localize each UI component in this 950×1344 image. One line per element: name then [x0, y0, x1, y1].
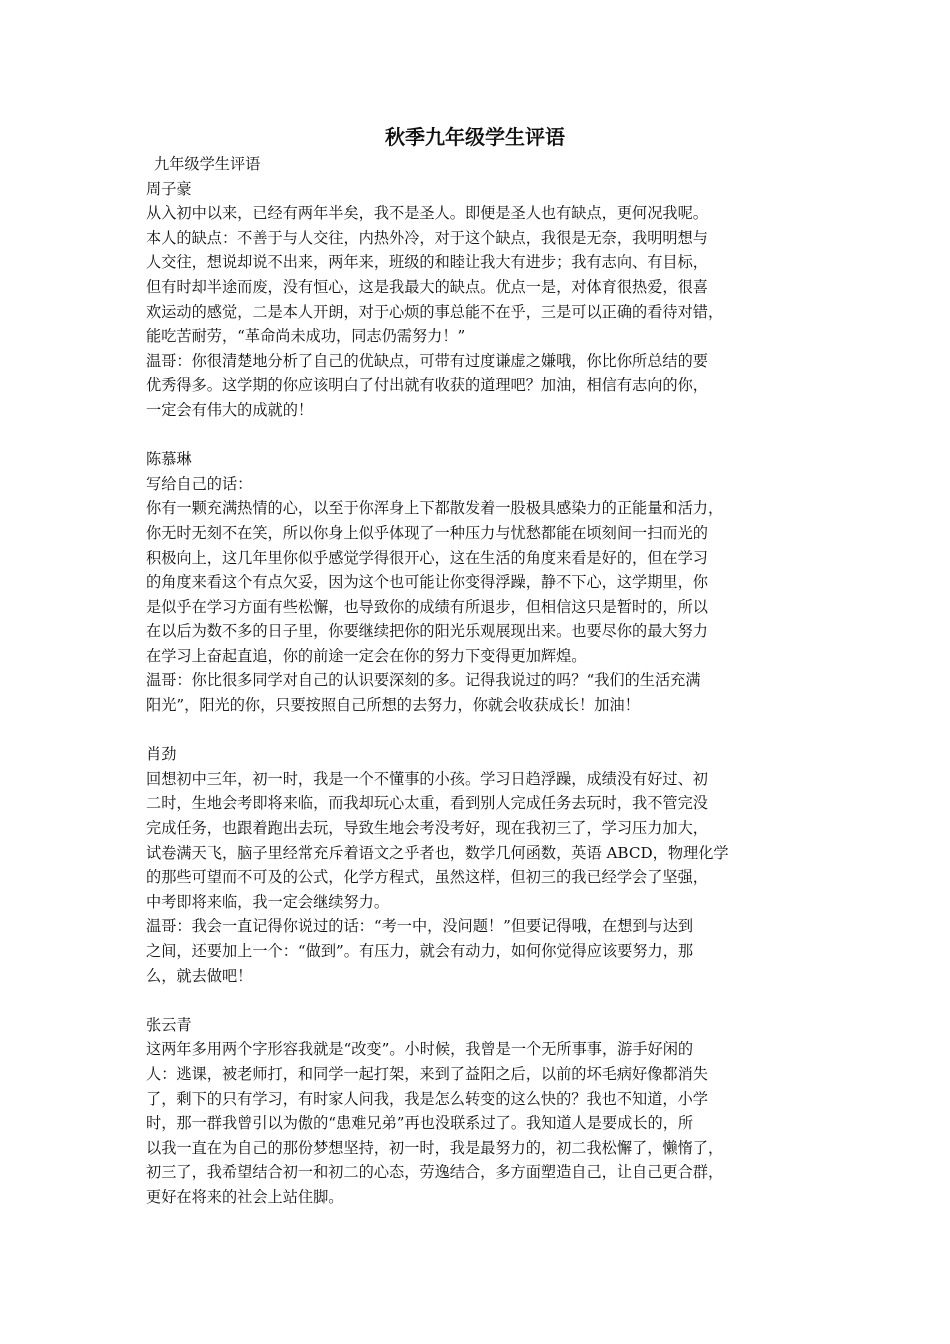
student-name: 张云青 [146, 1015, 192, 1034]
text-line: 以我一直在为自己的那份梦想坚持，初一时，我是最努力的，初二我松懈了，懒惰了， [146, 1138, 724, 1157]
paragraph-spacer [146, 988, 808, 1013]
text-line: 的角度来看这个有点欠妥，因为这个也可能让你变得浮躁，静不下心，这学期里，你 [146, 573, 708, 592]
document-body [146, 152, 808, 1210]
text-line: 这两年多用两个字形容我就是“改变”。小时候，我曾是一个无所事事，游手好闲的 [146, 1040, 694, 1059]
paragraph-spacer [146, 718, 808, 743]
text-line: 温哥：我会一直记得你说过的话：“考一中，没问题！”但要记得哦，在想到与达到 [146, 917, 694, 936]
text-line: 阳光”，阳光的你，只要按照自己所想的去努力，你就会收获成长！加油！ [146, 696, 640, 715]
text-line: 之间，还要加上一个：“做到”。有压力，就会有动力，如何你觉得应该要努力，那 [146, 942, 694, 960]
paragraph-spacer [146, 423, 808, 448]
student-name: 陈慕琳 [146, 450, 192, 469]
teacher-comment-paragraph [146, 914, 808, 988]
self-assessment-paragraph [146, 496, 808, 668]
text-line: 但有时却半途而废，没有恒心，这是我最大的缺点。优点一是，对体育很热爱，很喜 [146, 277, 708, 296]
text-line: 更好在将来的社会上站住脚。 [146, 1187, 344, 1206]
text-line: 的那些可望而不可及的公式，化学方程式，虽然这样，但初三的我已经学会了坚强， [146, 868, 708, 887]
text-line: 完成任务，也跟着跑出去玩，导致生地会考没考好，现在我初三了，学习压力加大， [146, 819, 708, 838]
text-line: 本人的缺点：不善于与人交往，内热外冷，对于这个缺点，我很是无奈，我明明想与 [146, 228, 708, 247]
comment-section [146, 742, 808, 988]
text-line: 你无时无刻不在笑，所以你身上似乎体现了一种压力与忧愁都能在顷刻间一扫而光的 [146, 523, 708, 542]
text-line: 优秀得多。这学期的你应该明白了付出就有收获的道理吧？加油，相信有志向的你， [146, 376, 708, 395]
student-name: 周子豪 [146, 179, 192, 198]
text-line: 初三了，我希望结合初一和初二的心态，劳逸结合，多方面塑造自己，让自己更合群， [146, 1163, 724, 1182]
text-line: 一定会有伟大的成就的！ [146, 400, 314, 419]
self-assessment-paragraph [146, 767, 808, 915]
text-line: 能吃苦耐劳，“革命尚未成功，同志仍需努力！” [146, 327, 466, 346]
text-line: 积极向上，这几年里你似乎感觉学得很开心，这在生活的角度来看是好的，但在学习 [146, 548, 708, 567]
comment-section [146, 1013, 808, 1210]
text-line: 二时，生地会考即将来临，而我却玩心太重，看到别人完成任务去玩时，我不管完没 [146, 794, 708, 813]
comment-section [146, 447, 808, 718]
text-line: 时，那一群我曾引以为傲的“患难兄弟”再也没联系过了。我知道人是要成长的，所 [146, 1114, 694, 1133]
student-name: 肖劲 [146, 745, 177, 764]
text-line: 在学习上奋起直追，你的前途一定会在你的努力下变得更加辉煌。 [146, 646, 587, 665]
text-line: 在以后为数不多的日子里，你要继续把你的阳光乐观展现出来。也要尽你的最大努力 [146, 622, 708, 641]
self-assessment-heading [146, 472, 808, 497]
text-line: 欢运动的感觉，二是本人开朗，对于心烦的事总能不在乎，三是可以正确的看待对错， [146, 302, 724, 321]
text-line: 你有一颗充满热情的心，以至于你浑身上下都散发着一股极具感染力的正能量和活力， [146, 499, 724, 518]
text-line: 温哥：你很清楚地分析了自己的优缺点，可带有过度谦虚之嫌哦，你比你所总结的要 [146, 351, 708, 370]
teacher-comment-paragraph [146, 668, 808, 717]
teacher-comment-paragraph [146, 349, 808, 423]
text-line: 是似乎在学习方面有些松懈，也导致你的成绩有所退步，但相信这只是暂时的，所以 [146, 597, 708, 616]
text-line: 温哥：你比很多同学对自己的认识要深刻的多。记得我说过的吗？“我们的生活充满 [146, 671, 701, 690]
text-line: 么，就去做吧！ [146, 966, 253, 985]
self-assessment-paragraph [146, 201, 808, 349]
text-line: 回想初中三年，初一时，我是一个不懂事的小孩。学习日趋浮躁，成绩没有好过、初 [146, 769, 708, 788]
text-line: 写给自己的话： [146, 474, 253, 493]
text-line: 从入初中以来，已经有两年半矣，我不是圣人。即便是圣人也有缺点，更何况我呢。 [146, 204, 708, 223]
text-line: 试卷满天飞，脑子里经常充斥着语文之乎者也，数学几何函数，英语 ABCD，物理化学 [146, 843, 729, 862]
text-line: 中考即将来临，我一定会继续努力。 [146, 892, 389, 911]
document-title: 秋季九年级学生评语 [385, 125, 565, 149]
text-line: 了，剩下的只有学习，有时家人问我，我是怎么转变的这么快的？我也不知道，小学 [146, 1089, 708, 1108]
self-assessment-paragraph [146, 1037, 808, 1209]
comment-section [146, 177, 808, 423]
document-subtitle: 九年级学生评语 [154, 155, 261, 173]
text-line: 人：逃课，被老师打，和同学一起打架，来到了益阳之后，以前的坏毛病好像都消失 [146, 1064, 708, 1083]
text-line: 人交往，想说却说不出来，两年来，班级的和睦让我大有进步；我有志向、有目标， [146, 253, 708, 272]
